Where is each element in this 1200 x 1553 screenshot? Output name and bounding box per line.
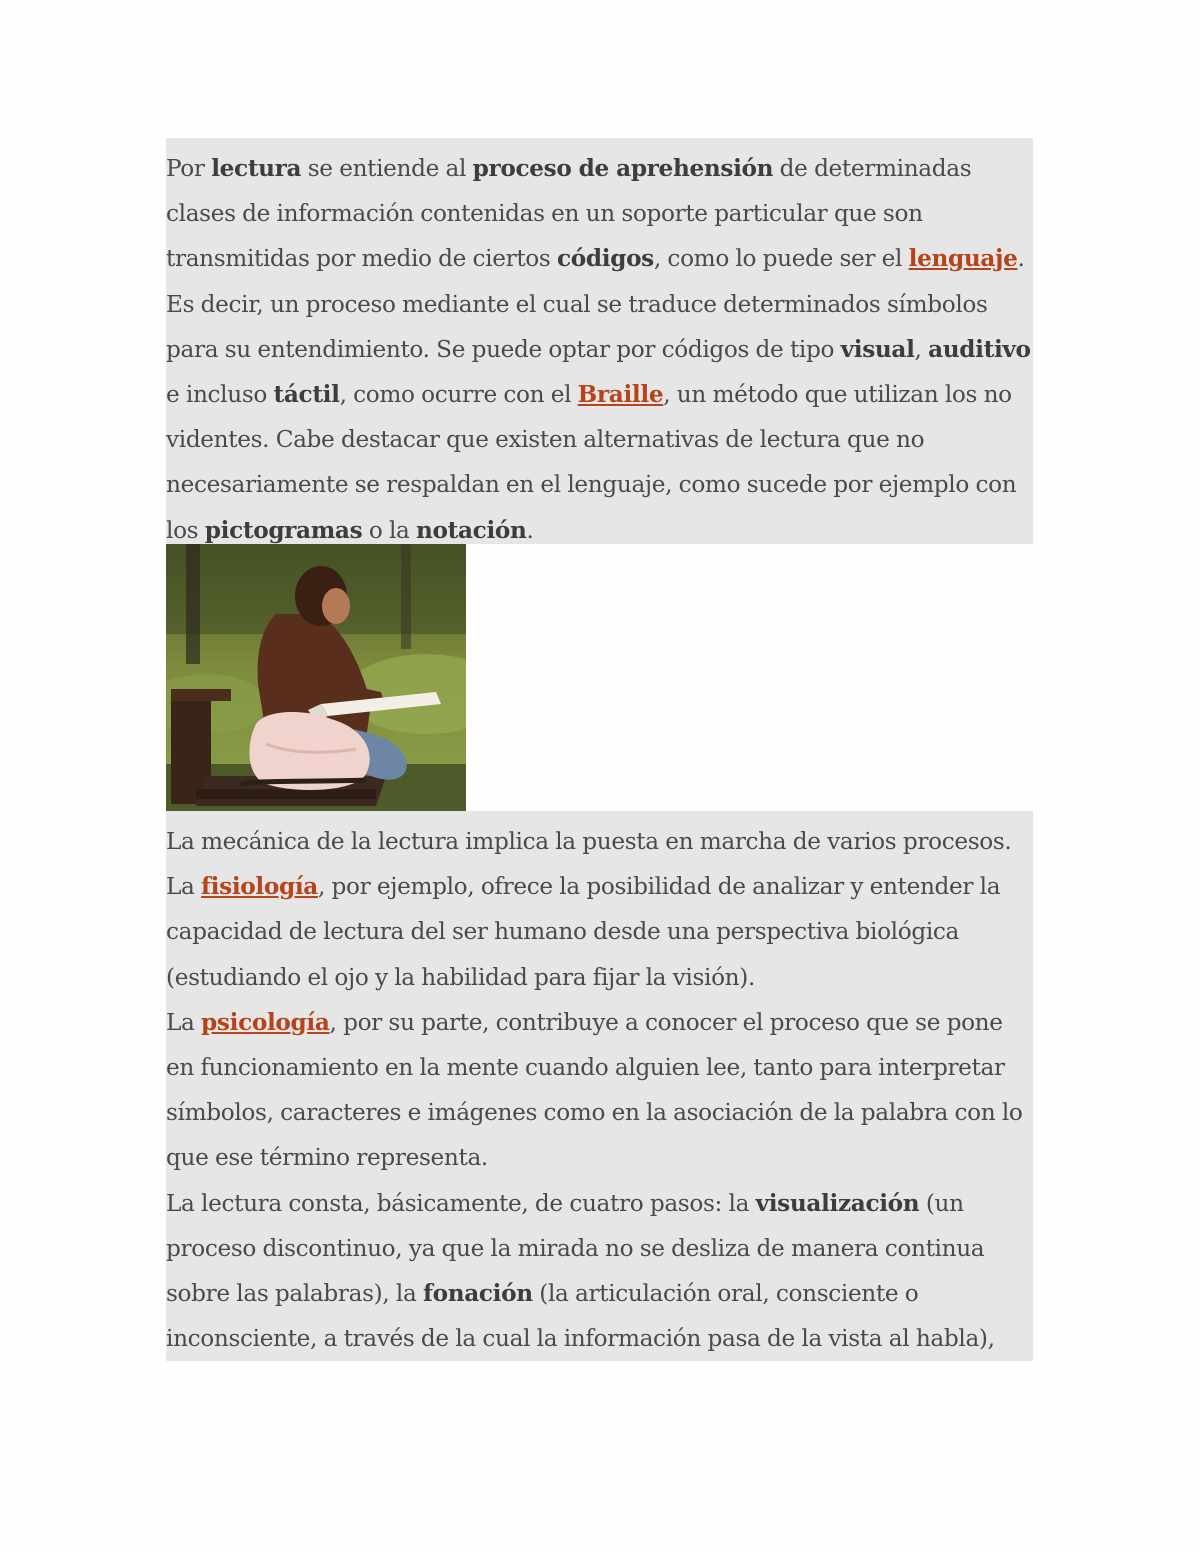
text-run: La mecánica de la lectura implica la puesta en marcha de varios procesos.: [166, 828, 1012, 855]
mechanics-section-block: [166, 811, 1033, 1361]
text-run: se entiende al: [301, 155, 473, 182]
text-run: , por su parte, contribuye a conocer el proceso que se pone en funcionamiento en la mente cuando alguien lee, tanto para interpretar símbolos, caracteres e imágenes como en la asociación de la palabra con lo que ese término representa.: [166, 1008, 1023, 1172]
text-run: La lectura consta, básicamente, de cuatro pasos: la: [166, 1189, 756, 1217]
link-braille[interactable]: Braille: [577, 381, 664, 409]
term-auditivo: auditivo: [928, 335, 1031, 363]
psychology-paragraph: [166, 1000, 1033, 1181]
term-notacion: notación: [416, 516, 527, 544]
mechanics-paragraph: [166, 819, 1033, 864]
term-visualizacion: visualización: [755, 1189, 920, 1217]
text-run: e incluso: [166, 381, 274, 409]
text-run: , un método que utilizan los no videntes. Cabe destacar que existen alternativas de lectura que no necesariamente se respaldan en el lenguaje, como sucede por ejemplo con los: [166, 381, 1017, 544]
link-lenguaje[interactable]: lenguaje: [908, 245, 1018, 273]
text-run: de determinadas clases de información contenidas en un soporte particular que son transmitidas por medio de ciertos: [166, 155, 972, 273]
term-tactil: táctil: [273, 381, 340, 409]
text-run: o la: [362, 516, 417, 544]
term-fonacion: fonación: [422, 1280, 533, 1308]
term-lectura: lectura: [211, 155, 302, 182]
term-visual: visual: [840, 335, 915, 363]
intro-paragraph: [166, 146, 1033, 553]
text-run: , como ocurre con el: [339, 381, 578, 409]
term-pictogramas: pictogramas: [204, 516, 363, 544]
text-run: (la articulación oral, consciente o inconsciente, a través de la cual la información pasa de la vista al habla),: [166, 1280, 995, 1353]
photo-illustration: [166, 544, 466, 811]
intro-paragraph-block: [166, 138, 1033, 544]
reading-woman-photo: [166, 544, 466, 811]
text-run: La: [166, 1008, 202, 1036]
text-run: , por ejemplo, ofrece la posibilidad de analizar y entender la capacidad de lectura del ser humano desde una perspectiva biológica (estudiando el ojo y la habilidad para fijar la visión).: [166, 873, 1001, 991]
text-run: . Es decir, un proceso mediante el cual se traduce determinados símbolos para su entendimiento. Se puede optar por códigos de tipo: [166, 245, 1025, 363]
text-run: (un proceso discontinuo, ya que la mirada no se desliza de manera continua sobre las palabras), la: [166, 1189, 985, 1308]
steps-paragraph: [166, 1181, 1033, 1362]
text-run: , como lo puede ser el: [653, 245, 909, 273]
term-proceso-aprehension: proceso de aprehensión: [472, 155, 774, 182]
document-page: [166, 138, 1033, 1361]
text-run: Por: [166, 155, 212, 182]
physiology-paragraph: [166, 864, 1033, 1000]
link-psicologia[interactable]: psicología: [201, 1008, 330, 1036]
text-run: La: [166, 873, 202, 901]
term-codigos: códigos: [557, 245, 654, 273]
link-fisiologia[interactable]: fisiología: [201, 873, 318, 901]
text-run: .: [526, 516, 534, 544]
text-run: ,: [914, 335, 929, 363]
